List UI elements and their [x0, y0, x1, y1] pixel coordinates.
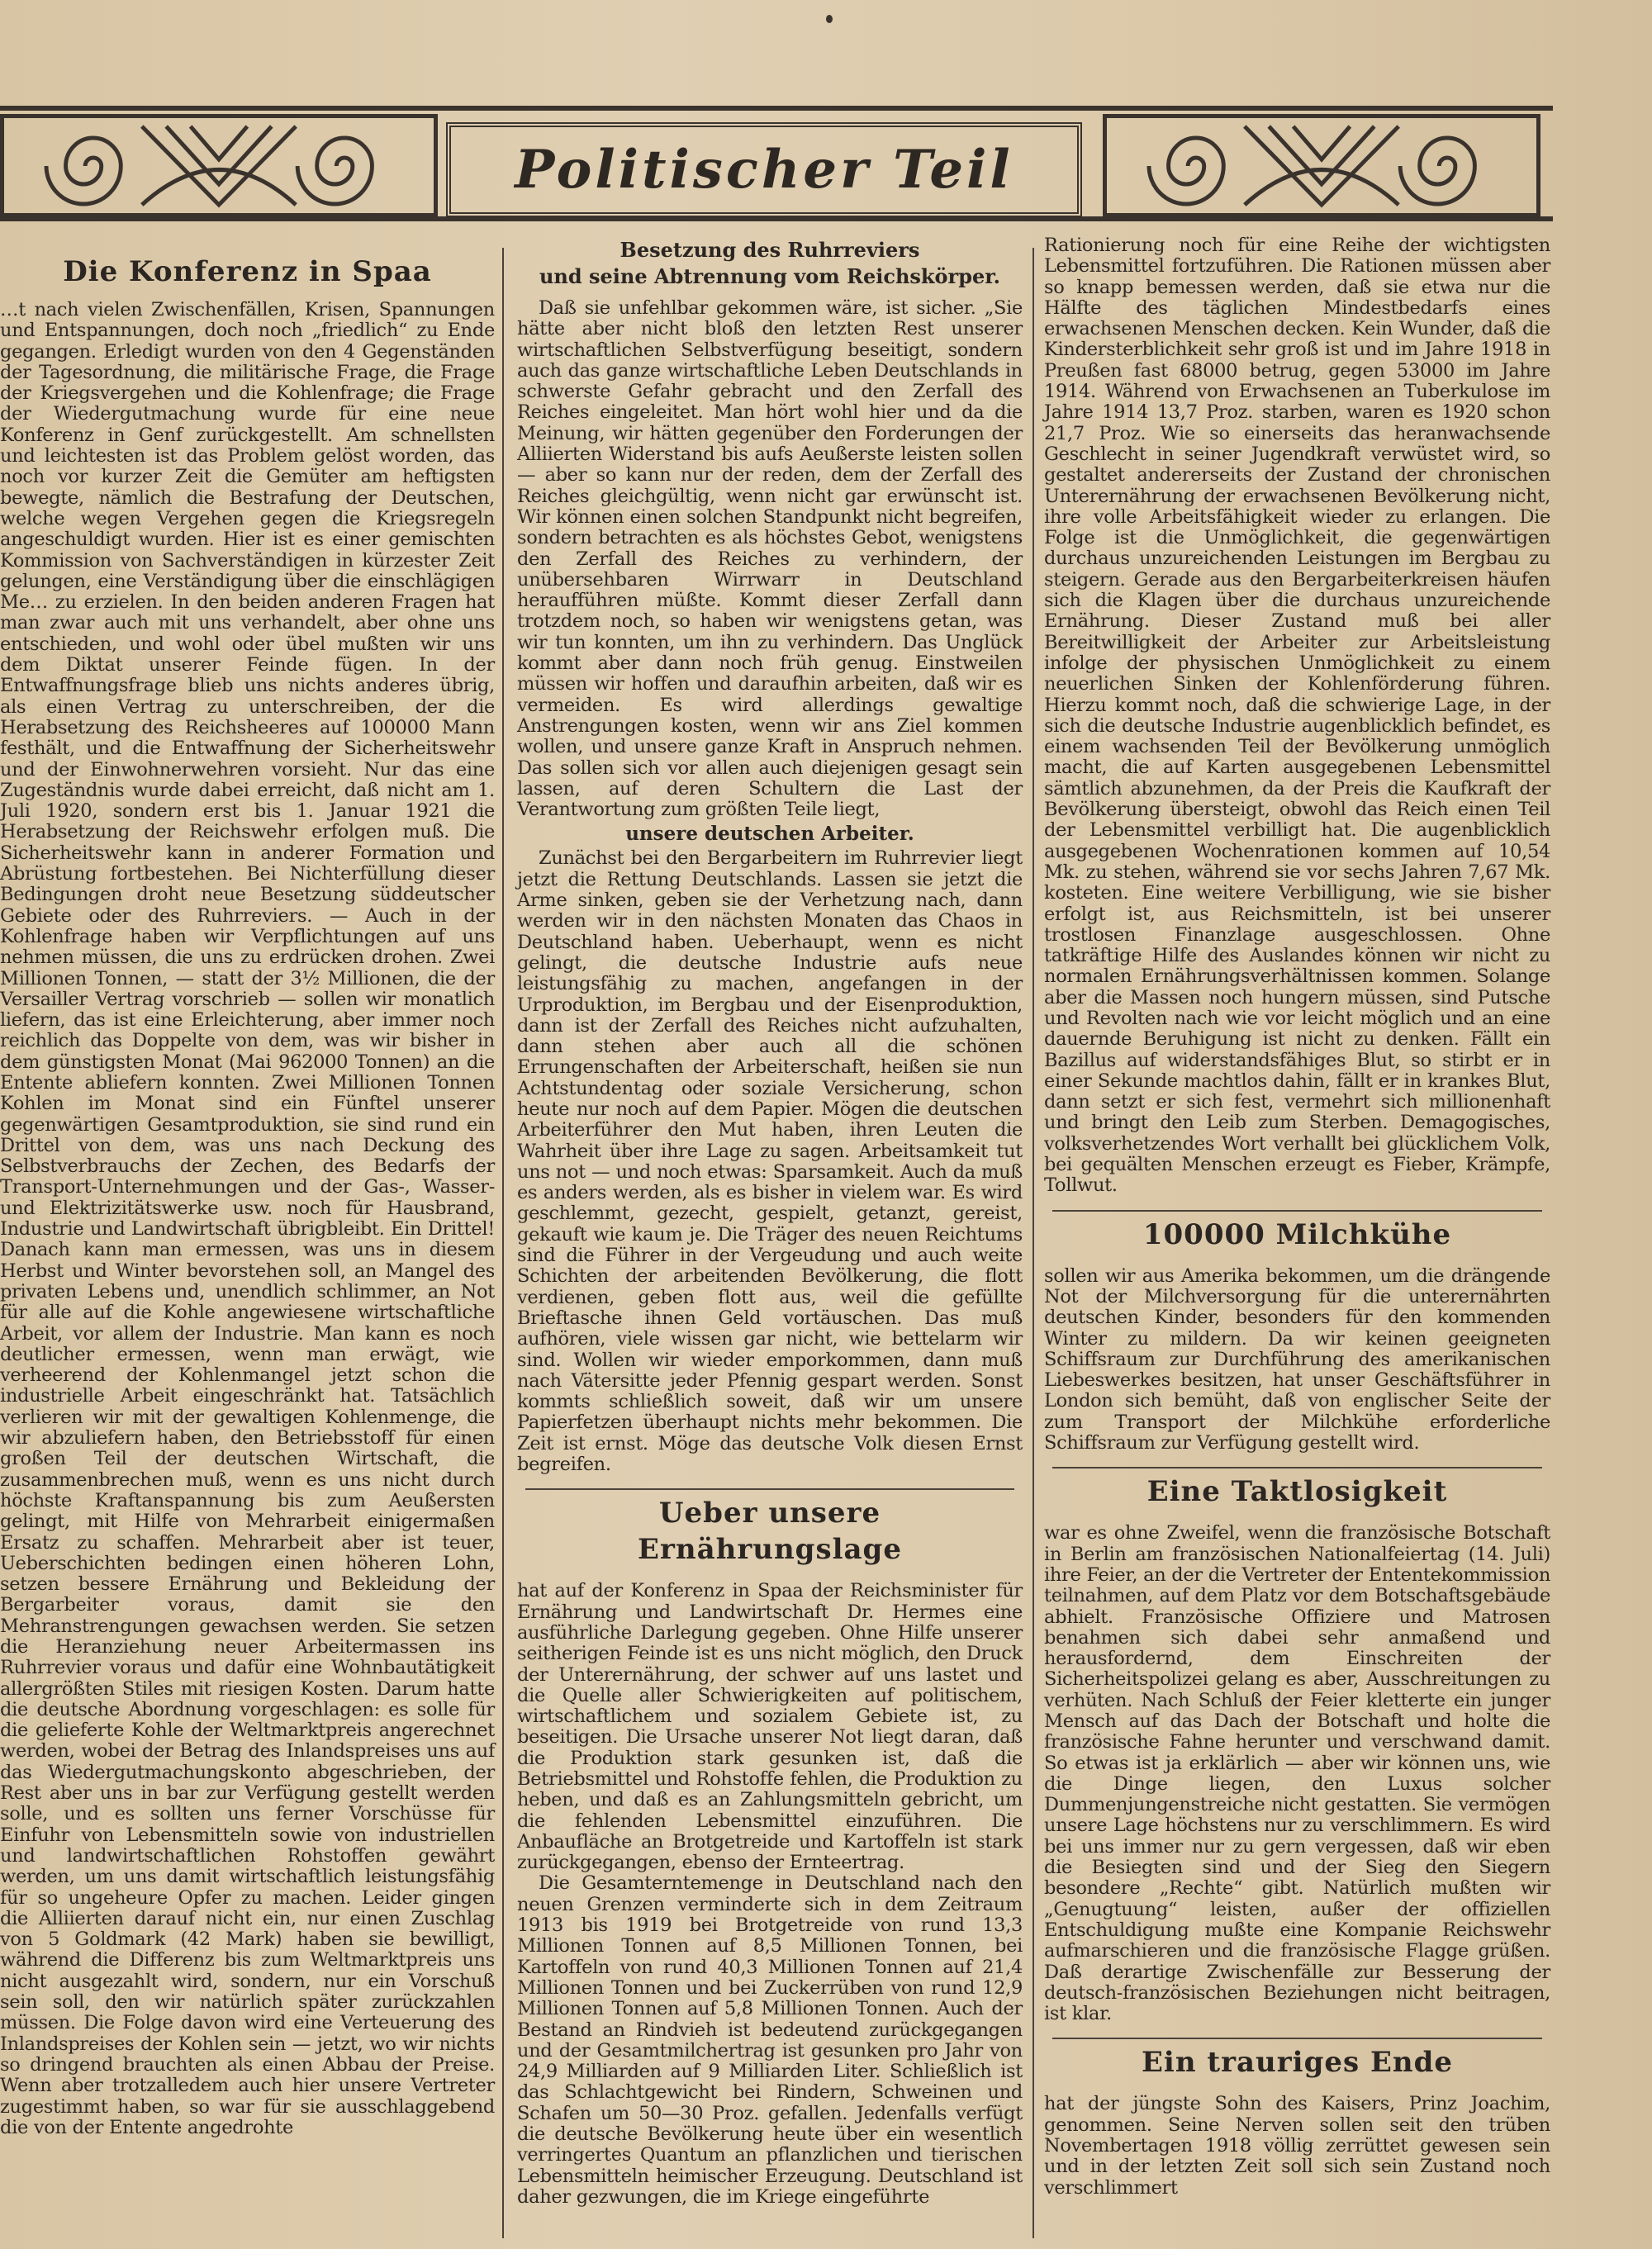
column-left: [0, 235, 500, 2242]
article-paragraph: Daß sie unfehlbar gekommen wäre, ist sicher. „Sie hätte aber nicht bloß den letzten Rest unserer wirtschaftlichen Selbstverfügung beseitigt, sondern auch das ganze wirtschaftliche Leben Deutschlands in schwerste Gefahr gebracht und den Zerfall des Reiches eingeleitet. Man hört wohl hier und da die Meinung, wir hätten gegenüber den Forderungen der Alliierten Widerstand bis aufs Aeußerste leisten sollen — aber so kann nur der reden, dem der Zerfall des Reiches gleichgültig, wenn nicht gar erwünscht ist. Wir können einen solchen Standpunkt nicht begreifen, sondern betrachten es als höchstes Gebot, wenigstens den Zerfall des Reiches zu verhindern, der unübersehbaren Wirrwarr in Deutschland heraufführen müßte. Kommt dieser Zerfall dann trotzdem noch, so haben wir wenigstens getan, was wir tun konnten, um ihn zu verhindern. Das Unglück kommt aber dann noch früh genug. Einstweilen müssen wir hoffen und daraufhin arbeiten, daß wir es vermeiden. Es wird allerdings gewaltige Anstrengungen kosten, wenn wir ans Ziel kommen wollen, und unsere ganze Kraft in Anspruch nehmen. Das sollen sich vor allen auch diejenigen gesagt sein lassen, auf deren Schultern die Last der Verantwortung zum größten Teile liegt,: [517, 297, 1023, 821]
article-header: [0, 235, 495, 300]
headline: Eine Taktlosigkeit: [1146, 1475, 1448, 1509]
article-paragraph: war es ohne Zweifel, wenn die französische Botschaft in Berlin am französischen Nationalfeiertag (14. Juli) ihre Feier, an der die Vertreter der Ententekommission teilnahmen, auf dem Platz vor dem Botschaftsgebäude abhielt. Französische Offiziere und Matrosen benahmen sich dabei sehr anmaßend und herausfordernd, dem Einschreiten der Sicherheitspolizei gelang es aber, Ausschreitungen zu verhüten. Nach Schluß der Feier kletterte ein junger Mensch auf das Dach der Botschaft und holte die französische Fahne herunter und verschwand damit. So etwas ist ja erklärlich — aber wir können uns, wie die Dinge liegen, den Luxus solcher Dummenjungenstreiche nicht gestatten. Sie vermögen unsere Lage höchstens nur zu verschlimmern. Es wird bei uns immer nur zu gern vergessen, daß wir eben die Besiegten sind und der Sieg den Siegern besondere „Rechte“ gibt. Natürlich mußten wir „Genugtuung“ leisten, außer der offiziellen Entschuldigung mußte eine Kompanie Reichswehr aufmarschieren und die französische Flagge grüßen. Daß derartige Zwischenfälle zur Besserung der deutsch-französischen Beziehungen nicht beitragen, ist klar.: [1044, 1522, 1551, 2025]
article-header: [1052, 1210, 1542, 1258]
section-title: Politischer Teil: [515, 139, 1014, 201]
article-paragraph: hat auf der Konferenz in Spaa der Reichsminister für Ernährung und Landwirtschaft Dr. Hermes eine ausführliche Darlegung gegeben. Ohne Hilfe unserer seitherigen Feinde ist es uns nicht möglich, den Druck der Unterernährung, der schwer auf uns lastet und die Quelle aller Schwierigkeiten auf politischem, wirtschaftlichem und sozialem Gebiete ist, zu beseitigen. Die Ursache unserer Not liegt daran, daß die Produktion stark gesunken ist, daß die Betriebsmittel und Rohstoffe fehlen, die Produktion zu heben, und daß es an Zahlungsmitteln gebricht, um die fehlenden Lebensmittel einzuführen. Die Anbaufläche an Brotgetreide und Kartoffeln ist stark zurückgegangen, ebenso der Ernteertrag.: [517, 1580, 1023, 1874]
headline: Ein trauriges Ende: [1141, 2046, 1453, 2080]
ink-dot: [826, 15, 833, 23]
article-paragraph: Die Gesamterntemenge in Deutschland nach den neuen Grenzen verminderte sich in dem Zeitraum 1913 bis 1919 bei Brotgetreide von rund 13,3 Millionen Tonnen auf 8,5 Millionen Tonnen, bei Kartoffeln von rund 40,3 Millionen Tonnen auf 21,4 Millionen Tonnen und bei Zuckerrüben von rund 12,9 Millionen Tonnen auf 5,8 Millionen Tonnen. Auch der Bestand an Rindvieh ist bedeutend zurückgegangen und der Gesamtmilchertrag ist gesunken pro Jahr von 24,9 Milliarden auf 9 Milliarden Liter. Schließlich ist das Schlachtgewicht bei Rindern, Schweinen und Schafen um 50—30 Proz. gefallen. Jedenfalls verfügt die deutsche Bevölkerung heute über ein wesentlich verringertes Quantum an pflanzlichen und tierischen Lebensmitteln heimischer Erzeugung. Deutschland ist daher gezwungen, die im Kriege eingeführte: [517, 1872, 1023, 2208]
article-header: [525, 1488, 1014, 1573]
article-paragraph: sollen wir aus Amerika bekommen, um die drängende Not der Milchversorgung für die unterernährten deutschen Kinder, besonders für den kommenden Winter zu mildern. Da wir keinen geeigneten Schiffsraum zur Durchführung des amerikanischen Liebeswerkes besitzen, hat unser Geschäftsführer in London sich bemüht, daß von englischer Seite der zum Transport der Milchkühe erforderliche Schiffsraum zur Verfügung gestellt wird.: [1044, 1264, 1550, 1454]
article-paragraph: …t nach vielen Zwischenfällen, Krisen, Spannungen und Entspannungen, doch noch „friedlich“ zu Ende gegangen. Erledigt wurden von den 4 Gegenständen der Tagesordnung, die militärische Frage, die Frage der Kriegsvergehen und die Kohlenfrage; die Frage der Wiedergutmachung wurde für eine neue Konferenz in Genf zurückgestellt. Am schnellsten und leichtesten ist das Problem gelöst worden, das noch vor kurzer Zeit die Gemüter am heftigsten bewegte, nämlich die Bestrafung der Deutschen, welche wegen Vergehen gegen die Kriegsregeln angeschuldigt wurden. Hier ist es einer gemischten Kommission von Sachverständigen in kürzester Zeit gelungen, eine Verständigung über die einschlägigen Me… zu erzielen. In den beiden anderen Fragen hat man zwar auch mit uns verhandelt, aber ohne uns entschieden, und wohl oder übel mußten wir uns dem Diktat unserer Feinde fügen. In der Entwaffnungsfrage blieb uns nichts anderes übrig, als einen Vertrag zu unterschreiben, der die Herabsetzung des Reichsheeres auf 100000 Mann festhält, und die Entwaffnung der Sicherheitswehr und der Einwohnerwehren vorsieht. Nur das eine Zugeständnis wurde dabei erreicht, daß nicht am 1. Juli 1920, sondern erst bis 1. Januar 1921 die Herabsetzung der Reichswehr erfolgen muß. Die Sicherheitswehr kann in anderer Formation und Abrüstung fortbestehen. Bei Nichterfüllung dieser Bedingungen droht neue Besetzung süddeutscher Gebiete oder des Ruhrreviers. — Auch in der Kohlenfrage haben wir Verpflichtungen auf uns nehmen müssen, die uns zu erdrücken drohen. Zwei Millionen Tonnen, — statt der 3½ Millionen, die der Versailler Vertrag vorschrieb — sollen wir monatlich liefern, das ist eine Erleichterung, aber immer noch reichlich das Doppelte von dem, was wir bisher in dem günstigsten Monat (Mai 962000 Tonnen) an die Entente abliefern konnten. Zwei Millionen Tonnen Kohlen im Monat sind ein Fünftel unserer gegenwärtigen Gesamtproduktion, sie sind rund ein Drittel von dem, was uns nach Deckung des Selbstverbrauchs der Zechen, des Bedarfs der Transport-Unternehmungen und der Gas-, Wasser- und Elektrizitätswerke usw. noch für Hausbrand, Industrie und Landwirtschaft übrigbleibt. Ein Drittel! Danach kann man ermessen, was uns in diesem Herbst und Winter bevorstehen soll, an Mangel des privaten Lebens und, unendlich schlimmer, an Not für alle auf die Kohle angewiesene wirtschaftliche Arbeit, vor allem der Industrie. Man kann es noch deutlicher ermessen, wenn man erwägt, wie verheerend der Kohlenmangel jetzt schon die industrielle Arbeit eingeschränkt hat. Tatsächlich verlieren wir mit der gewaltigen Kohlenmenge, die wir abzuliefern haben, den Betriebsstoff für einen großen Teil der deutschen Wirtschaft, die zusammenbrechen muß, wenn es uns nicht durch höchste Kraftanspannung bis zum Aeußersten gelingt, mit Hilfe von Mehrarbeit einigermaßen Ersatz zu schaffen. Mehrarbeit aber ist teuer, Ueberschichten bedingen einen höheren Lohn, setzen bessere Ernährung und Bekleidung der Bergarbeiter voraus, damit sie den Mehranstrengungen gewachsen werden. Sie setzen die Heranziehung neuer Arbeitermassen ins Ruhrrevier voraus und dafür eine Wohnbautätigkeit allergrößten Stiles mit riesigen Kosten. Darum hatte die deutsche Abordnung vorgeschlagen: es solle für die gelieferte Kohle der Weltmarktpreis angerechnet werden, wobei der Betrag des Inlandspreises uns auf das Wiedergutmachungskonto abgeschrieben, der Rest aber uns in bar zur Verfügung gestellt werden solle, und es sollten uns ferner Vorschüsse für Einfuhr von Lebensmitteln sowie von industriellen und landwirtschaftlichen Rohstoffen gewährt werden, um uns damit wirtschaftlich leistungsfähig für so ungeheure Opfer zu machen. Leider gingen die Alliierten darauf nicht ein, nur einen Zuschlag von 5 Goldmark (42 Mark) haben sie bewilligt, während die Differenz bis zum Weltmarktpreis uns nicht ausgezahlt wird, sondern, nur ein Vorschuß sein soll, den wir natürlich später zurückzahlen müssen. Die Folge davon wird eine Verteuerung des Inlandspreises der Kohlen sein — jetzt, wo wir nichts so dringend brauchten als einen Abbau der Preise. Wenn aber trotzalledem auch hier unsere Vertreter zugestimmt haben, so war für sie ausschlaggebend die von der Entente angedrohte: [0, 299, 495, 2138]
article-header: [1052, 2038, 1542, 2085]
column-middle: [510, 235, 1029, 2242]
headline: 100000 Milchkühe: [1142, 1217, 1452, 1251]
headline-line: und seine Abtrennung vom Reichskörper.: [539, 264, 1001, 288]
headline: Ueber unsere Ernährungslage: [638, 1497, 902, 1567]
article-paragraph: Zunächst bei den Bergarbeitern im Ruhrrevier liegt jetzt die Rettung Deutschlands. Lassen sie jetzt die Arme sinken, geben sie der Verhetzung nach, dann werden wir in den nächsten Monaten das Chaos in Deutschland haben. Ueberhaupt, wenn es nicht gelingt, die deutsche Industrie aufs neue leistungsfähig zu machen, angefangen in der Urproduktion, im Bergbau und der Eisenproduktion, dann ist der Zerfall des Reiches nicht aufzuhalten, dann stehen aber auch all die schönen Errungenschaften der Arbeiterschaft, heißen sie nun Achtstundentag oder soziale Versicherung, schon heute nur noch auf dem Papier. Mögen die deutschen Arbeiterführer den Mut haben, ihren Leuten die Wahrheit über ihre Lage zu sagen. Arbeitsamkeit tut uns not — und noch etwas: Sparsamkeit. Auch da muß es anders werden, als es bisher in vielem war. Es wird geschlemmt, gezecht, gespielt, getanzt, gereist, gekauft wie kaum je. Die Träger des neuen Reichtums sind die Führer in der Vergeudung und auch weite Schichten der arbeitenden Bevölkerung, die flott verdienen, geben flott aus, weil die gefüllte Brieftasche ihnen Geld vortäuschen. Das muß aufhören, viele wissen gar nicht, wie bettelarm wir sind. Wollen wir wieder emporkommen, dann muß nach Vätersitte jeder Pfennig gespart werden. Sonst kommts schließlich soweit, daß wir um unsere Papierfetzen überhaupt nichts mehr bekommen. Die Zeit ist ernst. Möge das deutsche Volk diesen Ernst begreifen.: [517, 847, 1023, 1476]
article-header: [517, 235, 1023, 298]
column-right: [1039, 235, 1555, 2242]
ornament-left-icon: [0, 114, 438, 217]
article-header: [1052, 1467, 1542, 1515]
ornament-right-icon: [1103, 114, 1540, 217]
section-title-box: [446, 122, 1082, 217]
article-paragraph: Rationierung noch für eine Reihe der wichtigsten Lebensmittel fortzuführen. Die Rationen müssen aber so knapp bemessen werden, daß sie etwa nur die Hälfte des täglichen Mindestbedarfs eines erwachsenen Menschen decken. Kein Wunder, daß die Kindersterblichkeit sehr groß ist und im Jahre 1918 in Preußen fast 68000 betrug, gegen 53000 im Jahre 1914. Während von Erwachsenen an Tuberkulose im Jahre 1914 13,7 Proz. starben, waren es 1920 schon 21,7 Proz. Wie so einerseits das heranwachsende Geschlecht in seiner Jugendkraft verwüstet wird, so gestaltet andererseits der Zustand der chronischen Unterernährung der erwachsenen Bevölkerung nicht, ihre volle Arbeitsfähigkeit wieder zu erlangen. Die Folge ist die Unmöglichkeit, die gegenwärtigen durchaus unzureichenden Leistungen im Bergbau zu steigern. Gerade aus den Bergarbeiterkreisen häufen sich die Klagen über die durchaus unzureichende Ernährung. Dieser Zustand muß bei aller Bereitwilligkeit der Arbeiter zur Arbeitsleistung infolge der physischen Unmöglichkeit zu einem neuerlichen Sinken der Kohlenförderung führen. Hierzu kommt noch, daß die schwierige Lage, in der sich die deutsche Industrie augenblicklich befindet, es einem wachsenden Teil der Bevölkerung unmöglich macht, die auf Karten ausgegebenen Lebensmittel sämtlich abzunehmen, da der Preis die Kaufkraft der Bevölkerung übersteigt, obwohl das Reich einen Teil der Lebensmittel verbilligt hat. Die augenblicklich ausgegebenen Wochenrationen kommen auf 10,54 Mk. zu stehen, während sie vor sechs Jahren 7,67 Mk. kosteten. Eine weitere Verbilligung, wie sie bisher erfolgt ist, aus Reichsmitteln, ist bei unserer trostlosen Finanzlage ausgeschlossen. Ohne tatkräftige Hilfe des Auslandes können wir nicht zu normalen Ernährungsverhältnissen kommen. Solange aber die Massen noch hungern müssen, sind Putsche und Revolten nach wie vor leicht möglich und an eine dauernde Beruhigung ist nicht zu denken. Fällt ein Bazillus auf widerstandsfähiges Blut, so stirbt er in einer Sekunde machtlos dahin, fällt er in krankes Blut, dann setzt er sich fest, vermehrt sich millionenhaft und bringt den Leib zum Sterben. Demagogisches, volksverhetzendes Wort verhallt bei glücklichem Volk, bei gequälten Menschen erzeugt es Fieber, Krämpfe, Tollwut.: [1044, 235, 1550, 1197]
column-rule: [502, 248, 504, 2238]
banner-rule: [0, 216, 1553, 221]
section-banner: [0, 106, 1553, 221]
subheading: unsere deutschen Arbeiter.: [625, 823, 914, 846]
banner-rule: [0, 106, 1553, 111]
column-rule: [1032, 248, 1034, 2238]
article-paragraph: hat der jüngste Sohn des Kaisers, Prinz Joachim, genommen. Seine Nerven sollen seit den trüben Novembertagen 1918 völlig zerrüttet gewesen sein und in der letzten Zeit soll sich sein Zustand noch verschlimmert: [1044, 2093, 1550, 2199]
headline-line: Besetzung des Ruhrreviers: [620, 238, 920, 262]
headline: Die Konferenz in Spaa: [63, 255, 432, 288]
